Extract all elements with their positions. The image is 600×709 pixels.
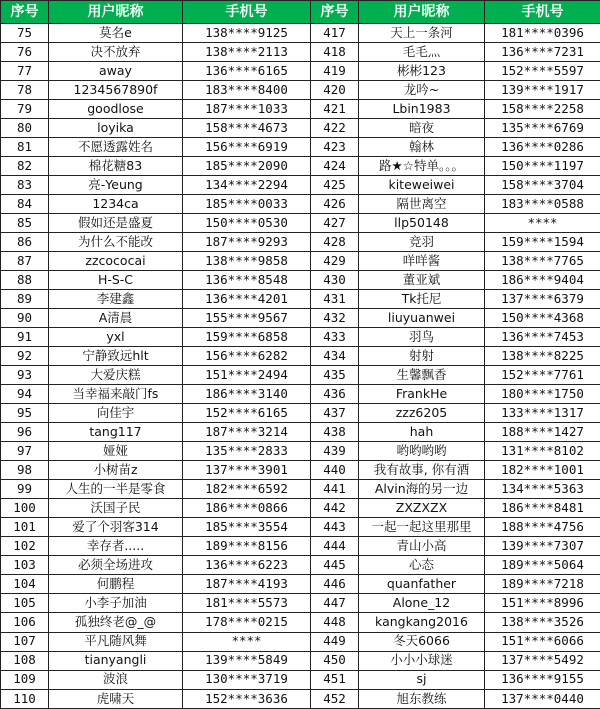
phone-cell: 186****9404 [485,271,600,290]
nickname-cell: Alone_12 [359,594,485,613]
table-row [1,518,600,537]
table-row [1,252,600,271]
phone-cell: 135****6769 [485,119,600,138]
nickname-cell: yxl [49,328,183,347]
index-cell: 430 [311,271,359,290]
index-cell: 80 [1,119,49,138]
table-row [1,347,600,366]
index-cell: 105 [1,594,49,613]
index-cell: 444 [311,537,359,556]
index-cell: 440 [311,461,359,480]
nickname-cell: 生馨飘香 [359,366,485,385]
table-row [1,81,600,100]
nickname-cell: 青山小高 [359,537,485,556]
phone-cell: 136****6223 [183,556,311,575]
nickname-cell: 向佳宇 [49,404,183,423]
nickname-cell: 娅娅 [49,442,183,461]
table-row [1,309,600,328]
nickname-cell: 旭东教练 [359,689,485,708]
nickname-cell: llp50148 [359,214,485,233]
index-cell: 429 [311,252,359,271]
nickname-cell: A清晨 [49,309,183,328]
index-cell: 448 [311,613,359,632]
nickname-cell: 幸存者..... [49,537,183,556]
phone-cell: 178****0215 [183,613,311,632]
nickname-cell: away [49,62,183,81]
table-row [1,499,600,518]
index-cell: 101 [1,518,49,537]
phone-cell: 156****6282 [183,347,311,366]
table-row [1,632,600,651]
nickname-cell: kangkang2016 [359,613,485,632]
phone-cell: 156****6919 [183,138,311,157]
phone-cell: 182****6592 [183,480,311,499]
phone-cell: 185****3554 [183,518,311,537]
nickname-cell: 平凡随风舞 [49,632,183,651]
table-row [1,556,600,575]
nickname-cell: kiteweiwei [359,176,485,195]
phone-cell: 187****4193 [183,575,311,594]
nickname-cell: 咩咩酱 [359,252,485,271]
index-cell: 89 [1,290,49,309]
phone-cell: 151****8996 [485,594,600,613]
index-cell: 418 [311,43,359,62]
phone-cell: 183****0588 [485,195,600,214]
phone-cell: 137****0440 [485,689,600,708]
phone-cell: 139****7307 [485,537,600,556]
index-cell: 85 [1,214,49,233]
nickname-cell: tang117 [49,423,183,442]
index-cell: 443 [311,518,359,537]
index-cell: 86 [1,233,49,252]
nickname-cell: 心态 [359,556,485,575]
phone-cell: 150****0530 [183,214,311,233]
phone-cell: 186****0866 [183,499,311,518]
nickname-cell: 隔世离空 [359,195,485,214]
table-row [1,480,600,499]
table-row [1,62,600,81]
table-row [1,385,600,404]
index-cell: 433 [311,328,359,347]
nickname-cell: tianyangli [49,651,183,670]
index-cell: 110 [1,689,49,708]
index-cell: 423 [311,138,359,157]
phone-cell: 189****8156 [183,537,311,556]
phone-cell: 133****1317 [485,404,600,423]
nickname-cell: 小李子加油 [49,594,183,613]
table-row [1,461,600,480]
phone-cell: 186****3140 [183,385,311,404]
phone-cell: 158****4673 [183,119,311,138]
nickname-cell: liuyuanwei [359,309,485,328]
nickname-cell: 暗夜 [359,119,485,138]
phone-cell: 152****5597 [485,62,600,81]
phone-cell: 151****2494 [183,366,311,385]
nickname-cell: 当幸福来敲门fs [49,385,183,404]
phone-cell: 150****1197 [485,157,600,176]
phone-cell: 159****6858 [183,328,311,347]
index-cell: 93 [1,366,49,385]
table-row [1,119,600,138]
header-index-right: 序号 [311,1,359,24]
index-cell: 417 [311,24,359,43]
index-cell: 83 [1,176,49,195]
phone-cell: 136****9155 [485,670,600,689]
phone-cell: 139****5849 [183,651,311,670]
phone-cell: 158****3704 [485,176,600,195]
table-row [1,290,600,309]
nickname-cell: 莫名e [49,24,183,43]
table-row [1,328,600,347]
nickname-cell: 波浪 [49,670,183,689]
phone-cell: 131****8102 [485,442,600,461]
phone-cell: 136****7453 [485,328,600,347]
index-cell: 420 [311,81,359,100]
table-row [1,575,600,594]
nickname-cell: 冬天6066 [359,632,485,651]
index-cell: 106 [1,613,49,632]
phone-cell: 136****0286 [485,138,600,157]
table-row [1,366,600,385]
nickname-cell: 天上一条河 [359,24,485,43]
index-cell: 97 [1,442,49,461]
phone-cell: 181****0396 [485,24,600,43]
nickname-cell: 不愿透露姓名 [49,138,183,157]
table-row [1,404,600,423]
table-row [1,537,600,556]
table-row [1,271,600,290]
index-cell: 76 [1,43,49,62]
index-cell: 439 [311,442,359,461]
index-cell: 92 [1,347,49,366]
index-cell: 426 [311,195,359,214]
phone-cell: **** [183,632,311,651]
phone-cell: 152****7761 [485,366,600,385]
index-cell: 451 [311,670,359,689]
index-cell: 98 [1,461,49,480]
table-header [1,1,600,24]
index-cell: 107 [1,632,49,651]
index-cell: 436 [311,385,359,404]
table-row [1,594,600,613]
index-cell: 438 [311,423,359,442]
nickname-cell: 龙吟~ [359,81,485,100]
phone-cell: 186****8481 [485,499,600,518]
index-cell: 102 [1,537,49,556]
phone-cell: 137****6379 [485,290,600,309]
index-cell: 419 [311,62,359,81]
table-row [1,43,600,62]
index-cell: 99 [1,480,49,499]
phone-cell: 138****7765 [485,252,600,271]
phone-cell: 155****9567 [183,309,311,328]
nickname-cell: 虎啸天 [49,689,183,708]
nickname-cell: 决不放弃 [49,43,183,62]
index-cell: 87 [1,252,49,271]
table-row [1,689,600,708]
phone-cell: 183****8400 [183,81,311,100]
index-cell: 450 [311,651,359,670]
table-row [1,214,600,233]
table-row [1,613,600,632]
table-row [1,651,600,670]
nickname-cell: 小小小球迷 [359,651,485,670]
index-cell: 441 [311,480,359,499]
phone-cell: 137****3901 [183,461,311,480]
index-cell: 78 [1,81,49,100]
phone-cell: 152****3636 [183,689,311,708]
index-cell: 452 [311,689,359,708]
index-cell: 431 [311,290,359,309]
index-cell: 96 [1,423,49,442]
index-cell: 109 [1,670,49,689]
nickname-cell: 1234ca [49,195,183,214]
nickname-cell: 哟哟哟哟 [359,442,485,461]
index-cell: 84 [1,195,49,214]
index-cell: 445 [311,556,359,575]
index-cell: 428 [311,233,359,252]
phone-cell: 136****4201 [183,290,311,309]
phone-cell: 189****5064 [485,556,600,575]
nickname-cell: 董亚斌 [359,271,485,290]
phone-cell: 134****2294 [183,176,311,195]
index-cell: 432 [311,309,359,328]
nickname-cell: zzcococai [49,252,183,271]
header-phone-left: 手机号 [183,1,311,24]
nickname-cell: 翰林 [359,138,485,157]
phone-cell: 135****2833 [183,442,311,461]
index-cell: 90 [1,309,49,328]
table-row [1,176,600,195]
index-cell: 103 [1,556,49,575]
index-cell: 81 [1,138,49,157]
table-row [1,670,600,689]
phone-cell: 188****4756 [485,518,600,537]
nickname-cell: 路★☆特单。。。 [359,157,485,176]
index-cell: 82 [1,157,49,176]
index-cell: 91 [1,328,49,347]
index-cell: 104 [1,575,49,594]
nickname-cell: 爱了个羽客314 [49,518,183,537]
phone-cell: 187****1033 [183,100,311,119]
header-index-left: 序号 [1,1,49,24]
phone-cell: 182****1001 [485,461,600,480]
index-cell: 79 [1,100,49,119]
index-cell: 425 [311,176,359,195]
index-cell: 424 [311,157,359,176]
phone-cell: 152****6165 [183,404,311,423]
nickname-cell: ZXZXZX [359,499,485,518]
nickname-cell: 小树苗z [49,461,183,480]
phone-cell: 138****9125 [183,24,311,43]
nickname-cell: 孤独终老@_@ [49,613,183,632]
nickname-cell: 宁静致远hlt [49,347,183,366]
nickname-cell: 竞羽 [359,233,485,252]
nickname-cell: 棉花糖83 [49,157,183,176]
nickname-cell: loyika [49,119,183,138]
index-cell: 434 [311,347,359,366]
phone-cell: 159****1594 [485,233,600,252]
table-row [1,423,600,442]
table-row [1,195,600,214]
phone-cell: 158****2258 [485,100,600,119]
phone-cell: 136****6165 [183,62,311,81]
phone-cell: 138****2113 [183,43,311,62]
nickname-cell: 毛毛灬 [359,43,485,62]
phone-cell: 150****4368 [485,309,600,328]
phone-cell: **** [485,214,600,233]
index-cell: 422 [311,119,359,138]
nickname-cell: goodlose [49,100,183,119]
nickname-cell: Lbin1983 [359,100,485,119]
index-cell: 442 [311,499,359,518]
phone-cell: 136****7231 [485,43,600,62]
index-cell: 449 [311,632,359,651]
nickname-cell: 1234567890f [49,81,183,100]
nickname-cell: 必须全场进攻 [49,556,183,575]
header-nickname-right: 用户昵称 [359,1,485,24]
phone-cell: 180****1750 [485,385,600,404]
nickname-cell: 羽鸟 [359,328,485,347]
nickname-cell: 亮-Yeung [49,176,183,195]
phone-cell: 137****5492 [485,651,600,670]
nickname-cell: zzz6205 [359,404,485,423]
phone-cell: 134****5363 [485,480,600,499]
nickname-cell: 大爱庆糕 [49,366,183,385]
index-cell: 447 [311,594,359,613]
index-cell: 446 [311,575,359,594]
index-cell: 421 [311,100,359,119]
phone-cell: 138****3526 [485,613,600,632]
index-cell: 435 [311,366,359,385]
header-nickname-left: 用户昵称 [49,1,183,24]
phone-cell: 138****8225 [485,347,600,366]
phone-cell: 181****5573 [183,594,311,613]
phone-cell: 187****9293 [183,233,311,252]
table-row [1,24,600,43]
nickname-cell: 我有故事, 你有酒 [359,461,485,480]
table-row [1,138,600,157]
nickname-cell: 假如还是盛夏 [49,214,183,233]
nickname-cell: 人生的一半是零食 [49,480,183,499]
index-cell: 88 [1,271,49,290]
nickname-cell: 射射 [359,347,485,366]
phone-cell: 189****7218 [485,575,600,594]
nickname-cell: 彬彬123 [359,62,485,81]
nickname-cell: FrankHe [359,385,485,404]
nickname-cell: 何鹏程 [49,575,183,594]
phone-cell: 187****3214 [183,423,311,442]
index-cell: 77 [1,62,49,81]
phone-cell: 188****1427 [485,423,600,442]
nickname-cell: 李建鑫 [49,290,183,309]
nickname-cell: quanfather [359,575,485,594]
table-row [1,442,600,461]
nickname-cell: hah [359,423,485,442]
nickname-cell: H-S-C [49,271,183,290]
header-row [1,1,600,24]
header-phone-right: 手机号 [485,1,600,24]
phone-cell: 151****6066 [485,632,600,651]
phone-cell: 130****3719 [183,670,311,689]
phone-cell: 138****9858 [183,252,311,271]
nickname-cell: 为什么不能改 [49,233,183,252]
table-row [1,100,600,119]
phone-cell: 185****0033 [183,195,311,214]
index-cell: 95 [1,404,49,423]
phone-cell: 136****8548 [183,271,311,290]
index-cell: 100 [1,499,49,518]
nickname-cell: Tk托尼 [359,290,485,309]
nickname-cell: Alvin海的另一边 [359,480,485,499]
table-row [1,157,600,176]
nickname-cell: 沃国子民 [49,499,183,518]
table-body [1,24,600,709]
index-cell: 437 [311,404,359,423]
index-cell: 94 [1,385,49,404]
table-row [1,233,600,252]
phone-cell: 185****2090 [183,157,311,176]
index-cell: 427 [311,214,359,233]
index-cell: 108 [1,651,49,670]
nickname-cell: sj [359,670,485,689]
index-cell: 75 [1,24,49,43]
nickname-cell: 一起一起这里那里 [359,518,485,537]
phone-cell: 139****1917 [485,81,600,100]
